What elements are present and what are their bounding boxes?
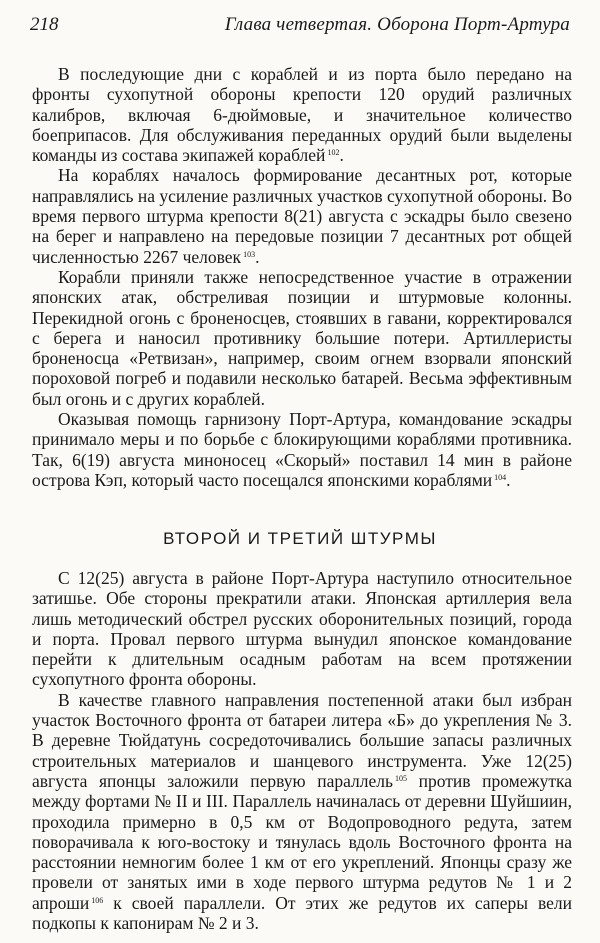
section-intro <box>32 64 572 490</box>
paragraph-text: С 12(25) августа в районе Порт-Артура наступило относительное затишье. Обе стороны прекратили атаки. Японская артиллерия вела лишь методический обстрел русских оборонительных позиций, города и порта. Провал первого штурма вынудил японское командование перейти к длительным осадным работам на всем протяжении сухопутного фронта обороны. <box>32 568 572 690</box>
paragraph-text: В качестве главного направления постепенной атаки был избран участок Восточного фронта от батареи литера «Б» до укрепления № 3. В деревне Тюйдатунь сосредоточивались большие запасы различных строительных материалов и шанцевого инструмента. Уже 12(25) августа японцы заложили первую параллель <box>32 689 572 791</box>
paragraph-end: . <box>339 145 344 166</box>
paragraph <box>32 568 572 690</box>
section-heading: ВТОРОЙ И ТРЕТИЙ ШТУРМЫ <box>163 529 437 548</box>
paragraph-text: Корабли приняли также непосредственное участие в отражении японских атак, обстреливая позиции и штурмовые колонны. Перекидной огонь с броненосцев, стоявших в гавани, корректировался с берега и наносил противнику большие потери. Артиллеристы броненосца «Ретвизан», например, своим огнем взорвали японский пороховой погреб и подавили несколько батарей. Весьма эффективным был огонь и с других кораблей. <box>32 266 572 409</box>
paragraph-end: . <box>506 469 511 490</box>
paragraph <box>32 64 572 165</box>
running-title: Глава четвертая. Оборона Порт-Артура <box>224 14 570 35</box>
paragraph-text: На кораблях началось формирование десантных рот, которые направлялись на усиление различных участков сухопутной обороны. Во время первого штурма крепости 8(21) августа с эскадры было свезено на берег и направлено на передовые позиции 7 десантных рот общей численностью 2267 человек <box>32 165 572 267</box>
page-header <box>30 14 576 40</box>
paragraph <box>32 165 572 266</box>
footnote-ref: 105 <box>395 773 407 783</box>
footnote-ref: 102 <box>327 148 340 158</box>
page-number: 218 <box>30 14 59 35</box>
paragraph-end: . <box>255 246 260 267</box>
paragraph-text: против промежутка между фортами № II и III. Параллель начиналась от деревни Шуйшиин, проходила примерно в 0,5 км от Водопроводного редута, затем поворачивала к юго-востоку и тянулась вдоль Восточного фронта на расстоянии немногим более 1 км от его укреплений. Японцы сразу же провели от занятых ими в ходе первого штурма редутов № 1 и 2 апроши <box>32 770 572 913</box>
footnote-ref: 104 <box>494 472 507 482</box>
footnote-ref: 103 <box>243 249 256 259</box>
paragraph <box>32 409 572 490</box>
paragraph-text: Оказывая помощь гарнизону Порт-Артура, командование эскадры принимало меры и по борьбе с блокирующими кораблями противника. Так, 6(19) августа миноносец «Скорый» поставил 14 мин в районе острова Кэп, который часто посещался японскими кораблями <box>32 409 572 490</box>
footnote-ref: 106 <box>91 895 104 905</box>
paragraph <box>32 267 572 409</box>
paragraph <box>32 690 572 934</box>
paragraph-text: В последующие дни с кораблей и из порта было передано на фронты сухопутной обороны крепости 120 орудий различных калибров, включая 6-дюймовые, и значительное количество боеприпасов. Для обслуживания переданных орудий были выделены команды из состава экипажей кораблей <box>32 64 572 166</box>
section-body <box>32 568 572 933</box>
paragraph-text: к своей параллели. От этих же редутов их саперы вели подкопы к капонирам № 2 и 3. <box>32 892 572 934</box>
